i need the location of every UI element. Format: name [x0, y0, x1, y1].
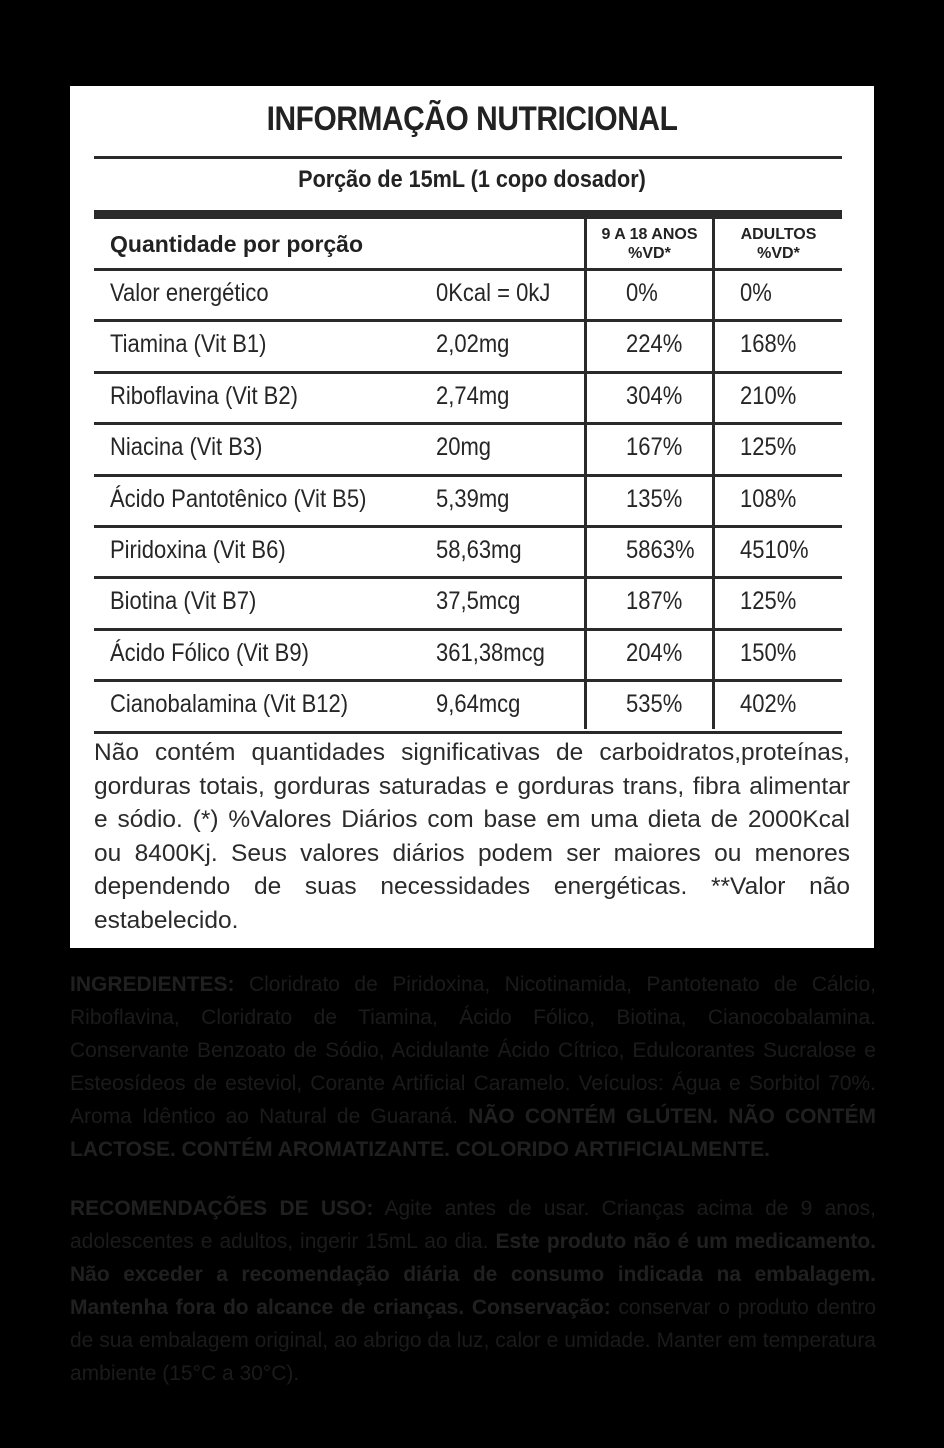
nutrient-amount: 20mg — [436, 433, 492, 462]
table-row — [94, 579, 842, 630]
nutrient-name: Ácido Pantotênico (Vit B5) — [110, 484, 367, 513]
ingredients-block — [70, 968, 876, 1166]
ingredients-label: INGREDIENTES: — [70, 973, 235, 996]
nutrient-adults-dv: 125% — [740, 587, 797, 616]
nutrient-adults-dv: 4510% — [740, 535, 809, 564]
row-divider — [94, 731, 842, 734]
footnote: Não contém quantidades significativas de carboidratos,proteínas, gorduras totais, gorduras saturadas e gorduras trans, fibra alimentar e sódio. (*) %Valores Diários com base em uma dieta de 2000Kcal ou 8400Kj. Seus valores diários podem ser maiores ou menores dependendo de suas necessidades energéticas. **Valor não estabelecido. — [94, 739, 850, 934]
table-row — [94, 374, 842, 425]
adults-column-header — [715, 225, 842, 263]
usage-text: Agite antes de usar. Crianças acima de 9 anos, adolescentes e adultos, ingerir 15mL ao dia. — [70, 1197, 876, 1253]
nutrient-amount: 2,02mg — [436, 330, 510, 359]
nutrient-adults-dv: 108% — [740, 484, 797, 513]
table-row — [94, 271, 842, 322]
nutrient-amount: 37,5mcg — [436, 587, 521, 616]
nutrient-name: Biotina (Vit B7) — [110, 587, 257, 616]
nutrient-kids-dv: 204% — [626, 638, 683, 667]
table-row — [94, 682, 842, 733]
panel-title: INFORMAÇÃO NUTRICIONAL — [266, 100, 678, 138]
kids-column-title: 9 A 18 ANOS — [601, 226, 698, 243]
table-header — [94, 219, 842, 271]
nutrient-amount: 2,74mg — [436, 381, 510, 410]
nutrient-amount: 58,63mg — [436, 535, 522, 564]
nutrient-amount: 361,38mcg — [436, 638, 545, 667]
nutrient-kids-dv: 5863% — [626, 535, 695, 564]
table-row — [94, 631, 842, 682]
usage-block — [70, 1192, 876, 1390]
nutrient-kids-dv: 304% — [626, 381, 683, 410]
nutrient-name: Ácido Fólico (Vit B9) — [110, 638, 309, 667]
ingredients-warning: NÃO CONTÉM GLÚTEN. NÃO CONTÉM LACTOSE. CONTÉM AROMATIZANTE. COLORIDO ARTIFICIALMENTE. — [70, 1105, 876, 1161]
table-row — [94, 528, 842, 579]
table-row — [94, 322, 842, 373]
title-divider — [94, 156, 842, 159]
nutrient-adults-dv: 150% — [740, 638, 797, 667]
nutrition-table — [94, 219, 842, 734]
nutrient-amount: 0Kcal = 0kJ — [436, 279, 551, 307]
nutrient-adults-dv: 168% — [740, 330, 797, 359]
nutrient-adults-dv: 210% — [740, 381, 797, 410]
nutrient-name: Valor energético — [110, 279, 269, 307]
table-row — [94, 477, 842, 528]
storage-label: Conservação: — [471, 1296, 611, 1319]
nutrient-kids-dv: 135% — [626, 484, 683, 513]
storage-text: conservar o produto dentro de sua embalagem original, ao abrigo da luz, calor e umidade. Manter em temperatura ambiente (15°C a 30°C). — [70, 1296, 876, 1385]
nutrient-name: Riboflavina (Vit B2) — [110, 381, 298, 410]
nutrient-amount: 9,64mcg — [436, 690, 521, 719]
nutrient-amount: 5,39mg — [436, 484, 510, 513]
table-row — [94, 425, 842, 476]
nutrient-kids-dv: 187% — [626, 587, 683, 616]
adults-column-unit: %VD* — [757, 245, 800, 262]
adults-column-title: ADULTOS — [740, 226, 817, 243]
nutrient-name: Niacina (Vit B3) — [110, 433, 263, 462]
kids-column-unit: %VD* — [628, 245, 671, 262]
serving-size: Porção de 15mL (1 copo dosador) — [298, 166, 646, 193]
nutrient-adults-dv: 402% — [740, 690, 797, 719]
nutrient-name: Cianobalamina (Vit B12) — [110, 690, 349, 719]
nutrient-kids-dv: 167% — [626, 433, 683, 462]
serving-divider — [94, 210, 842, 219]
nutrient-adults-dv: 0% — [740, 279, 772, 307]
usage-warning: Este produto não é um medicamento. Não exceder a recomendação diária de consumo indicada na embalagem. Mantenha fora do alcance de crianças. — [70, 1230, 876, 1319]
nutrient-kids-dv: 0% — [626, 279, 658, 307]
kids-column-header — [587, 225, 712, 263]
nutrient-name: Tiamina (Vit B1) — [110, 330, 267, 359]
quantity-header: Quantidade por porção — [110, 231, 364, 257]
nutrient-kids-dv: 535% — [626, 690, 683, 719]
nutrient-kids-dv: 224% — [626, 330, 683, 359]
nutrient-name: Piridoxina (Vit B6) — [110, 535, 286, 564]
ingredients-text: Cloridrato de Piridoxina, Nicotinamida, Pantotenato de Cálcio, Riboflavina, Cloridrato de Tiamina, Ácido Fólico, Biotina, Cianocobalamina. Conservante Benzoato de Sódio, Acidulante Ácido Cítrico, Edulcorantes Sucralose e Esteosídeos de esteviol, Corante Artificial Caramelo. Veículos: Água e Sorbitol 70%. Aroma Idêntico ao Natural de Guaraná. — [70, 973, 876, 1128]
usage-label: RECOMENDAÇÕES DE USO: — [70, 1197, 374, 1220]
nutrient-adults-dv: 125% — [740, 433, 797, 462]
